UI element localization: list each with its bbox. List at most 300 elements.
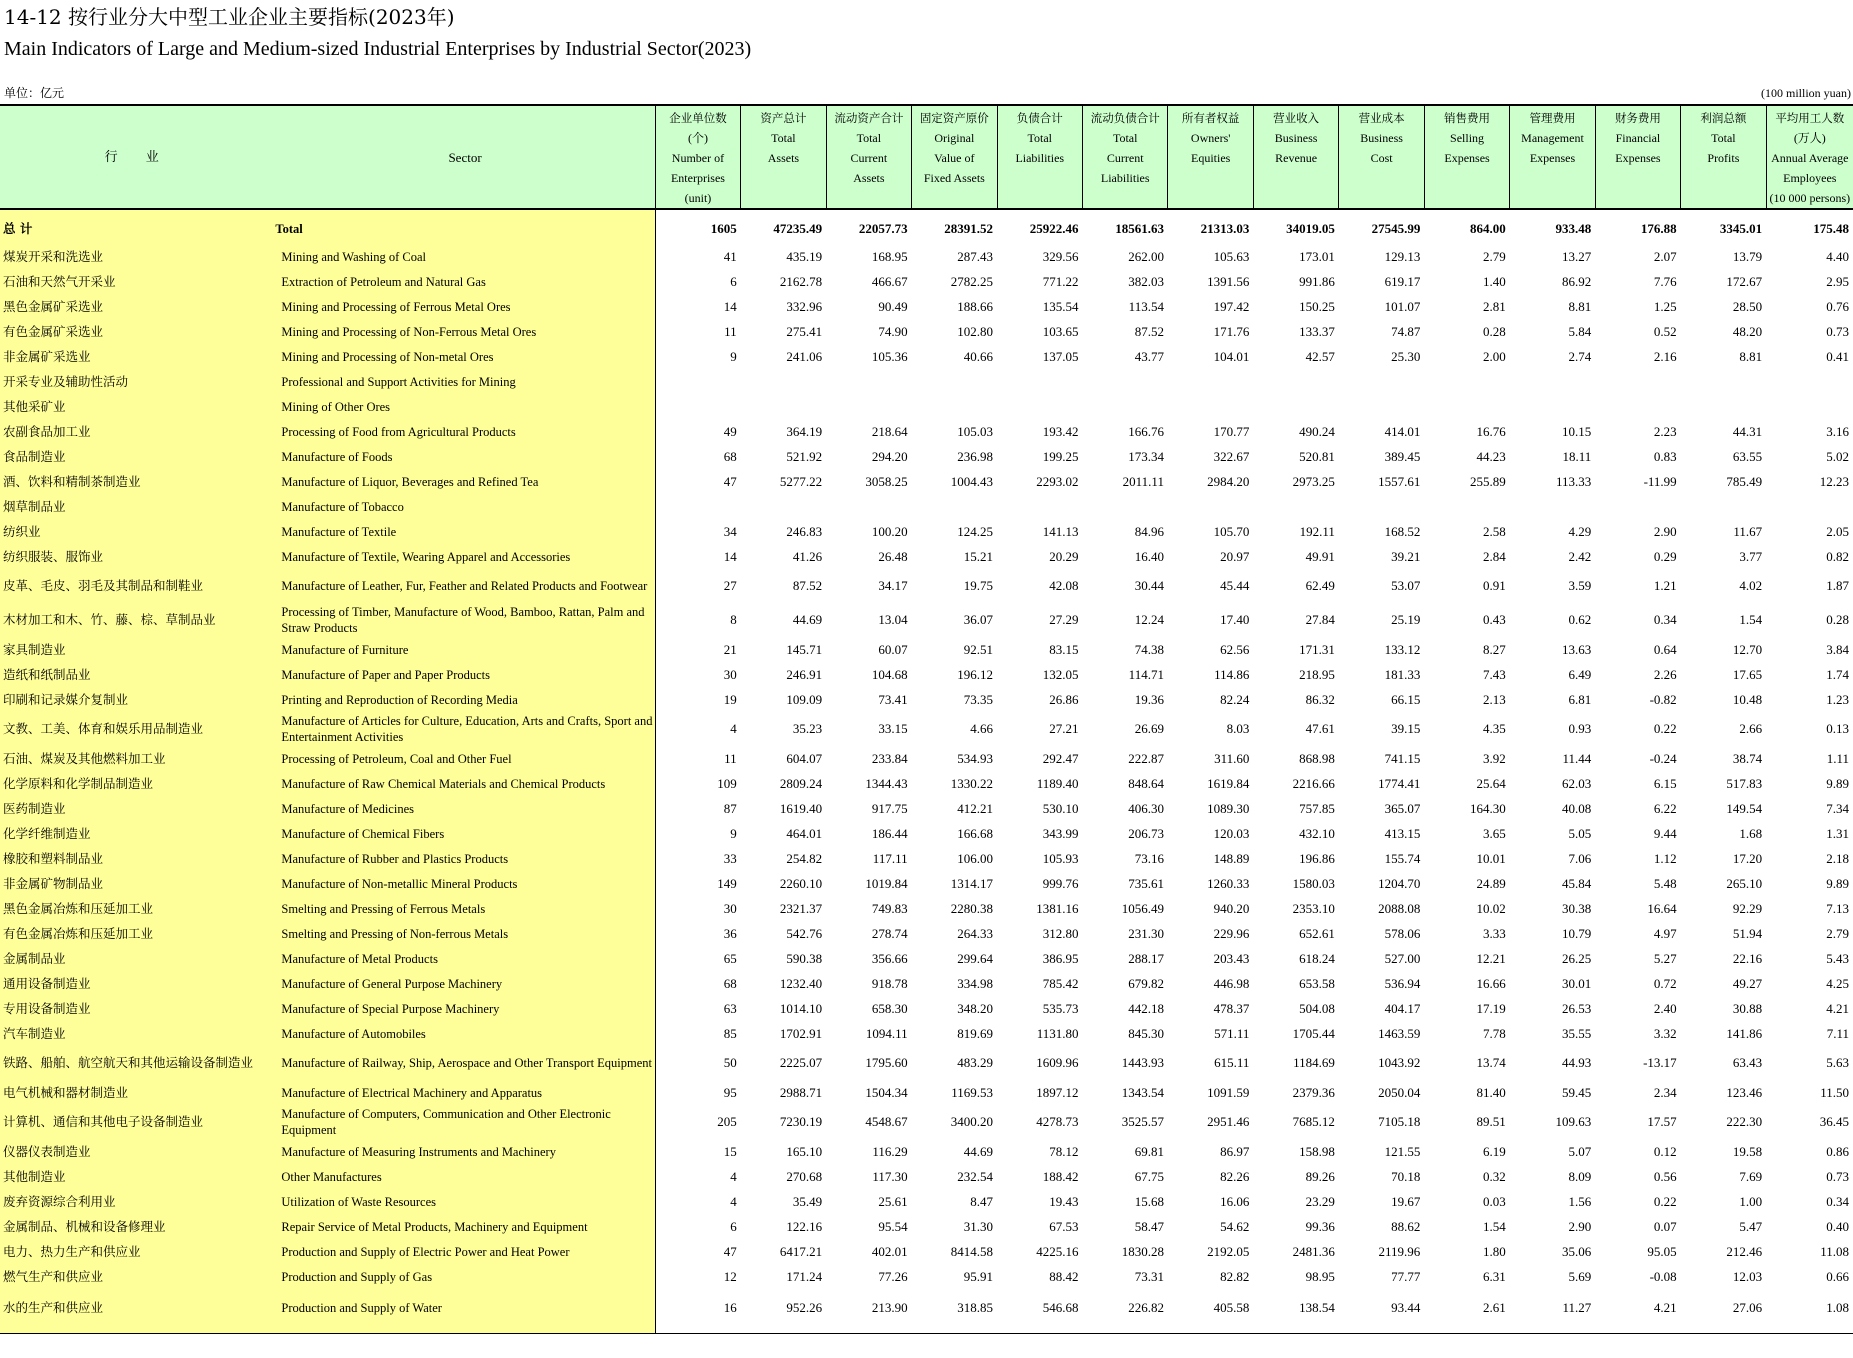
- row-value: 105.63: [1213, 248, 1250, 264]
- row-value: 116.29: [872, 1143, 908, 1159]
- row-value: 17.57: [1647, 1114, 1677, 1129]
- row-value: 2192.05: [1207, 1243, 1250, 1259]
- row-value: 171.76: [1213, 323, 1250, 339]
- row-value: 104.68: [871, 666, 908, 682]
- row-value: 117.11: [872, 850, 908, 866]
- table-row: [0, 1080, 1853, 1105]
- table-row: [0, 603, 1853, 637]
- total-value: 22057.73: [858, 221, 908, 236]
- header-column-en: Owners': [1190, 131, 1231, 145]
- row-value: 10.01: [1476, 850, 1506, 866]
- row-label-en: Manufacture of Paper and Paper Products: [275, 662, 655, 687]
- row-value: 95: [723, 1084, 737, 1100]
- row-value: 536.94: [1384, 975, 1421, 991]
- row-value: 86.97: [1220, 1143, 1250, 1159]
- row-value: 7.13: [1826, 900, 1849, 916]
- row-value: 53.07: [1391, 578, 1421, 593]
- total-value: 27545.99: [1371, 221, 1421, 236]
- header-column-en: Expenses: [1615, 151, 1661, 165]
- row-value: 4.66: [970, 721, 994, 736]
- row-value: 3.65: [1483, 825, 1506, 841]
- row-value: 26.25: [1561, 950, 1592, 966]
- row-value: 5.02: [1826, 448, 1849, 464]
- row-value: 78.12: [1049, 1143, 1079, 1159]
- row-value: 2.79: [1483, 248, 1506, 264]
- row-value: 236.98: [957, 448, 994, 464]
- row-value: 1.31: [1826, 825, 1849, 841]
- row-label-cn: 农副食品加工业: [0, 419, 275, 444]
- row-value: 59.45: [1561, 1084, 1592, 1100]
- row-value: 49.27: [1732, 975, 1763, 991]
- row-value: 222.30: [1726, 1114, 1763, 1129]
- row-value: 105.36: [871, 348, 908, 364]
- row-value: 30.38: [1561, 900, 1592, 916]
- row-value: 173.34: [1128, 448, 1164, 464]
- table-row: [0, 344, 1853, 369]
- row-label-cn: 仪器仪表制造业: [0, 1139, 275, 1164]
- row-label-en: Manufacture of Rubber and Plastics Products: [275, 846, 655, 871]
- row-value: 9.89: [1826, 875, 1849, 891]
- row-value: 222.87: [1128, 750, 1164, 766]
- row-label-en: Manufacture of Foods: [275, 444, 655, 469]
- row-value: 1.08: [1766, 1289, 1853, 1334]
- row-value: 1.56: [1568, 1193, 1592, 1209]
- row-value: [1510, 494, 1595, 519]
- row-value: 206.73: [1128, 825, 1164, 841]
- row-value: 7.11: [1826, 1025, 1849, 1041]
- row-value: 141.13: [1042, 523, 1079, 539]
- row-value: 74.38: [1134, 641, 1164, 657]
- row-value: 520.81: [1299, 448, 1335, 464]
- row-value: 1330.22: [950, 775, 994, 791]
- row-value: 464.01: [786, 825, 823, 841]
- row-label-cn: 其他采矿业: [0, 394, 275, 419]
- table-row: [0, 1105, 1853, 1139]
- row-value: 25.61: [878, 1193, 908, 1209]
- row-value: 0.56: [1653, 1168, 1677, 1184]
- row-value: 446.98: [1213, 975, 1250, 991]
- row-value: 58.47: [1134, 1218, 1164, 1234]
- total-value: 933.48: [1555, 221, 1592, 236]
- row-value: [1083, 394, 1168, 419]
- row-value: 73.41: [878, 691, 908, 707]
- row-value: 102.80: [957, 323, 994, 339]
- row-value: 34.17: [878, 578, 908, 593]
- row-value: 70.18: [1391, 1168, 1421, 1184]
- row-value: 35.55: [1561, 1025, 1592, 1041]
- header-column: [1424, 105, 1509, 209]
- row-value: 48.20: [1732, 323, 1763, 339]
- row-value: 1314.17: [950, 875, 994, 891]
- table-row: [0, 637, 1853, 662]
- row-value: 35.23: [792, 721, 823, 736]
- row-label-en: Mining and Processing of Non-Ferrous Metal Ores: [275, 319, 655, 344]
- row-value: 11.67: [1733, 523, 1763, 539]
- row-value: 109.09: [786, 691, 823, 707]
- row-label-en: Production and Supply of Electric Power and Heat Power: [275, 1239, 655, 1264]
- row-label-en: Manufacture of General Purpose Machinery: [275, 971, 655, 996]
- row-value: 41: [723, 248, 737, 264]
- row-value: 1204.70: [1378, 875, 1421, 891]
- row-value: 389.45: [1384, 448, 1421, 464]
- row-value: 435.19: [786, 248, 823, 264]
- header-column-en: Number of: [671, 151, 725, 165]
- row-label-cn: 家具制造业: [0, 637, 275, 662]
- row-value: 62.49: [1305, 578, 1335, 593]
- row-value: 0.76: [1826, 298, 1849, 314]
- header-row: [0, 105, 1853, 209]
- row-value: 8.47: [970, 1193, 994, 1209]
- row-value: 173.01: [1299, 248, 1335, 264]
- row-value: 168.52: [1384, 523, 1421, 539]
- row-value: 1774.41: [1378, 775, 1421, 791]
- row-value: 60.07: [878, 641, 908, 657]
- row-value: 123.46: [1726, 1084, 1763, 1100]
- row-value: 2321.37: [779, 900, 823, 916]
- row-value: [912, 394, 997, 419]
- row-value: [1339, 369, 1424, 394]
- row-label-cn: 医药制造业: [0, 796, 275, 821]
- row-value: 105.03: [957, 423, 994, 439]
- row-value: 25.30: [1391, 348, 1421, 364]
- row-value: 749.83: [871, 900, 908, 916]
- row-value: 0.28: [1826, 612, 1849, 627]
- row-label-cn: 黑色金属冶炼和压延加工业: [0, 896, 275, 921]
- row-label-en: Manufacture of Metal Products: [275, 946, 655, 971]
- total-value: 1605: [710, 221, 737, 236]
- row-value: 299.64: [957, 950, 994, 966]
- row-value: 741.15: [1384, 750, 1421, 766]
- header-column-en: Fixed Assets: [923, 171, 985, 185]
- row-value: 24.89: [1476, 875, 1506, 891]
- row-value: 121.55: [1384, 1143, 1421, 1159]
- row-value: 9.44: [1653, 825, 1677, 841]
- row-value: [1339, 394, 1424, 419]
- row-value: 39.21: [1391, 548, 1421, 564]
- row-value: 364.19: [786, 423, 823, 439]
- header-column: [1339, 105, 1424, 209]
- header-column-cn: 销售费用: [1444, 111, 1491, 125]
- row-value: -11.99: [1643, 473, 1677, 489]
- table-body: [0, 209, 1853, 1334]
- row-value: 2809.24: [779, 775, 823, 791]
- row-label-cn: 有色金属矿采选业: [0, 319, 275, 344]
- row-value: 5.48: [1653, 875, 1677, 891]
- row-value: 991.86: [1299, 273, 1335, 289]
- row-value: 86.92: [1561, 273, 1592, 289]
- row-value: 265.10: [1726, 875, 1763, 891]
- row-value: 168.95: [871, 248, 908, 264]
- table-row: [0, 519, 1853, 544]
- row-label-en: Mining and Processing of Ferrous Metal Ores: [275, 294, 655, 319]
- row-value: [997, 494, 1082, 519]
- row-value: 490.24: [1299, 423, 1335, 439]
- row-value: 0.82: [1826, 548, 1849, 564]
- row-value: 1019.84: [865, 875, 908, 891]
- row-label-cn: 汽车制造业: [0, 1021, 275, 1046]
- row-value: 322.67: [1213, 448, 1250, 464]
- row-value: 19.36: [1134, 691, 1164, 707]
- row-value: 39.15: [1391, 721, 1421, 736]
- table-row: [0, 1046, 1853, 1080]
- header-industry-cn: 行 业: [0, 105, 275, 209]
- row-value: 138.54: [1253, 1289, 1338, 1334]
- row-value: 2.26: [1653, 666, 1677, 682]
- row-value: 92.29: [1732, 900, 1763, 916]
- row-value: 2.23: [1653, 423, 1677, 439]
- row-value: 5.07: [1568, 1143, 1592, 1159]
- row-value: 478.37: [1213, 1000, 1250, 1016]
- row-label-en: Production and Supply of Gas: [275, 1264, 655, 1289]
- row-value: 246.83: [786, 523, 823, 539]
- row-value: 0.62: [1568, 612, 1592, 627]
- row-value: 25.64: [1476, 775, 1506, 791]
- row-value: 0.41: [1826, 348, 1849, 364]
- total-value: 175.48: [1813, 221, 1849, 236]
- header-column-en: (unit): [684, 191, 712, 205]
- row-value: 15.21: [963, 548, 994, 564]
- row-value: 6.49: [1568, 666, 1592, 682]
- row-value: 20.97: [1220, 548, 1250, 564]
- row-value: 292.47: [1042, 750, 1079, 766]
- row-value: 166.68: [957, 825, 994, 841]
- header-column-en: Profits: [1707, 151, 1740, 165]
- row-value: 218.95: [1299, 666, 1335, 682]
- row-value: [655, 369, 740, 394]
- row-value: 618.24: [1299, 950, 1335, 966]
- header-column: [1168, 105, 1253, 209]
- header-column-en: Cost: [1370, 151, 1393, 165]
- table-row: [0, 444, 1853, 469]
- row-value: 9.89: [1826, 775, 1849, 791]
- row-value: 73.35: [963, 691, 994, 707]
- header-column-en: Financial: [1615, 131, 1661, 145]
- row-value: 1619.40: [779, 800, 823, 816]
- row-value: [1766, 369, 1853, 394]
- row-value: 2.84: [1483, 548, 1506, 564]
- row-value: 652.61: [1299, 925, 1335, 941]
- header-column-en: Total: [856, 131, 882, 145]
- row-value: 1014.10: [779, 1000, 823, 1016]
- row-value: 312.80: [1042, 925, 1079, 941]
- row-value: 44.31: [1732, 423, 1763, 439]
- row-value: [1766, 494, 1853, 519]
- row-value: 16.76: [1476, 423, 1506, 439]
- row-label-cn: 铁路、船舶、航空航天和其他运输设备制造业: [0, 1046, 275, 1080]
- row-value: 343.99: [1042, 825, 1079, 841]
- row-value: 33: [723, 850, 737, 866]
- row-value: 67.75: [1134, 1168, 1164, 1184]
- row-value: 171.31: [1299, 641, 1335, 657]
- row-value: 4.29: [1568, 523, 1592, 539]
- row-value: 77.26: [878, 1268, 908, 1284]
- row-value: [1424, 394, 1509, 419]
- row-value: [655, 494, 740, 519]
- row-label-cn: 文教、工美、体育和娱乐用品制造业: [0, 712, 275, 746]
- row-value: 196.12: [957, 666, 994, 682]
- row-value: 13.04: [878, 612, 908, 627]
- row-value: 74.90: [878, 323, 908, 339]
- row-value: 2973.25: [1292, 473, 1335, 489]
- row-value: 2.07: [1653, 248, 1677, 264]
- header-column-cn: 利润总额: [1700, 111, 1747, 125]
- row-value: 30: [723, 900, 737, 916]
- row-value: 999.76: [1042, 875, 1079, 891]
- row-value: 63.43: [1732, 1055, 1763, 1070]
- row-value: 0.66: [1826, 1268, 1849, 1284]
- row-value: 231.30: [1128, 925, 1164, 941]
- row-value: 27: [723, 578, 737, 593]
- row-value: 113.54: [1128, 298, 1164, 314]
- row-value: 287.43: [957, 248, 994, 264]
- table-row: [0, 1289, 1853, 1334]
- row-value: 135.54: [1042, 298, 1079, 314]
- row-value: 1557.61: [1378, 473, 1421, 489]
- row-value: 103.65: [1042, 323, 1079, 339]
- row-label-cn: 电力、热力生产和供应业: [0, 1239, 275, 1264]
- row-value: 757.85: [1299, 800, 1335, 816]
- row-value: 382.03: [1128, 273, 1164, 289]
- row-value: 1091.59: [1207, 1084, 1250, 1100]
- row-label-cn: 通用设备制造业: [0, 971, 275, 996]
- row-value: 87.52: [792, 578, 823, 593]
- row-value: 5277.22: [779, 473, 823, 489]
- row-value: 0.22: [1653, 721, 1677, 736]
- row-value: 205: [717, 1114, 737, 1129]
- row-value: 1.25: [1653, 298, 1677, 314]
- row-value: 334.98: [957, 975, 994, 991]
- row-value: 84.96: [1134, 523, 1164, 539]
- row-value: 246.91: [786, 666, 823, 682]
- row-value: 0.07: [1653, 1218, 1677, 1234]
- row-value: 0.40: [1826, 1218, 1849, 1234]
- row-value: 2293.02: [1036, 473, 1079, 489]
- row-value: 1381.16: [1036, 900, 1079, 916]
- row-value: 0.12: [1653, 1143, 1677, 1159]
- row-label-en: Repair Service of Metal Products, Machinery and Equipment: [275, 1214, 655, 1239]
- row-label-en: Smelting and Pressing of Non-ferrous Metals: [275, 921, 655, 946]
- row-value: [1766, 394, 1853, 419]
- row-value: 771.22: [1042, 273, 1079, 289]
- header-column-en: Selling: [1450, 131, 1485, 145]
- row-value: 3.16: [1826, 423, 1849, 439]
- row-value: 365.07: [1384, 800, 1421, 816]
- row-value: 101.07: [1384, 298, 1421, 314]
- row-value: [826, 369, 911, 394]
- row-value: 571.11: [1214, 1025, 1250, 1041]
- row-value: 63.55: [1732, 448, 1763, 464]
- row-value: 1344.43: [865, 775, 908, 791]
- row-value: 2.16: [1653, 348, 1677, 364]
- row-value: 93.44: [1339, 1289, 1424, 1334]
- row-value: 170.77: [1213, 423, 1250, 439]
- row-value: 6.15: [1653, 775, 1677, 791]
- row-value: 232.54: [957, 1168, 994, 1184]
- total-value: 864.00: [1470, 221, 1506, 236]
- header-column-en: Management: [1521, 131, 1584, 145]
- row-value: 109.63: [1555, 1114, 1592, 1129]
- header-column: [1510, 105, 1595, 209]
- row-value: 917.75: [871, 800, 908, 816]
- row-value: 17.40: [1220, 612, 1250, 627]
- table-row: [0, 544, 1853, 569]
- row-value: 2.66: [1739, 721, 1763, 736]
- row-value: 534.93: [957, 750, 994, 766]
- row-value: 12.23: [1819, 473, 1849, 489]
- row-value: 578.06: [1384, 925, 1421, 941]
- total-row: [0, 209, 1853, 244]
- row-value: 288.17: [1128, 950, 1164, 966]
- row-label-en: Manufacture of Articles for Culture, Education, Arts and Crafts, Sport and Entertainment Activities: [275, 712, 655, 746]
- row-value: 85: [723, 1025, 737, 1041]
- header-column-cn: 营业成本: [1358, 111, 1405, 125]
- row-value: [912, 369, 997, 394]
- row-value: 95.91: [963, 1268, 994, 1284]
- row-value: 28.50: [1732, 298, 1763, 314]
- row-value: 11: [724, 323, 737, 339]
- row-value: 2.00: [1483, 348, 1506, 364]
- row-value: 186.44: [871, 825, 908, 841]
- row-value: 1.23: [1826, 691, 1849, 707]
- row-value: 2.95: [1826, 273, 1849, 289]
- row-value: 0.93: [1568, 721, 1592, 736]
- row-value: 414.01: [1384, 423, 1421, 439]
- row-value: 4225.16: [1036, 1243, 1079, 1259]
- row-value: 2.18: [1826, 850, 1849, 866]
- row-label-en: Manufacture of Liquor, Beverages and Refined Tea: [275, 469, 655, 494]
- row-value: 1131.80: [1036, 1025, 1079, 1041]
- row-value: 132.05: [1042, 666, 1079, 682]
- row-value: 150.25: [1299, 298, 1335, 314]
- row-label-en: Smelting and Pressing of Ferrous Metals: [275, 896, 655, 921]
- header-column-en: Total: [1112, 131, 1138, 145]
- row-value: 2782.25: [950, 273, 994, 289]
- row-value: 2050.04: [1378, 1084, 1421, 1100]
- row-value: 16.40: [1134, 548, 1164, 564]
- row-value: 658.30: [871, 1000, 908, 1016]
- row-value: 11.44: [1562, 750, 1592, 766]
- header-column-cn: 负债合计: [1016, 111, 1063, 125]
- row-value: 952.26: [741, 1289, 826, 1334]
- table-row: [0, 662, 1853, 687]
- row-value: 100.20: [871, 523, 908, 539]
- row-value: 67.53: [1049, 1218, 1079, 1234]
- row-label-cn: 计算机、通信和其他电子设备制造业: [0, 1105, 275, 1139]
- row-label-en: Extraction of Petroleum and Natural Gas: [275, 269, 655, 294]
- row-value: [1510, 394, 1595, 419]
- row-value: 2162.78: [779, 273, 823, 289]
- row-value: 615.11: [1214, 1055, 1250, 1070]
- row-value: 412.21: [957, 800, 994, 816]
- row-label-en: Manufacture of Leather, Fur, Feather and Related Products and Footwear: [275, 569, 655, 603]
- row-value: 12.24: [1134, 612, 1164, 627]
- row-label-en: Manufacture of Textile: [275, 519, 655, 544]
- row-value: 45.84: [1561, 875, 1592, 891]
- row-label-en: Mining of Other Ores: [275, 394, 655, 419]
- header-column: [1681, 105, 1766, 209]
- row-value: 1.87: [1826, 578, 1849, 593]
- row-value: 348.20: [957, 1000, 994, 1016]
- row-value: 105.70: [1213, 523, 1250, 539]
- total-label-cn: 总 计: [0, 209, 275, 244]
- row-value: 0.34: [1653, 612, 1677, 627]
- header-column-en: Total: [1027, 131, 1053, 145]
- table-row: [0, 469, 1853, 494]
- row-value: 2225.07: [779, 1055, 823, 1070]
- row-value: 137.05: [1042, 348, 1079, 364]
- row-value: 4.40: [1826, 248, 1849, 264]
- row-value: 122.16: [786, 1218, 823, 1234]
